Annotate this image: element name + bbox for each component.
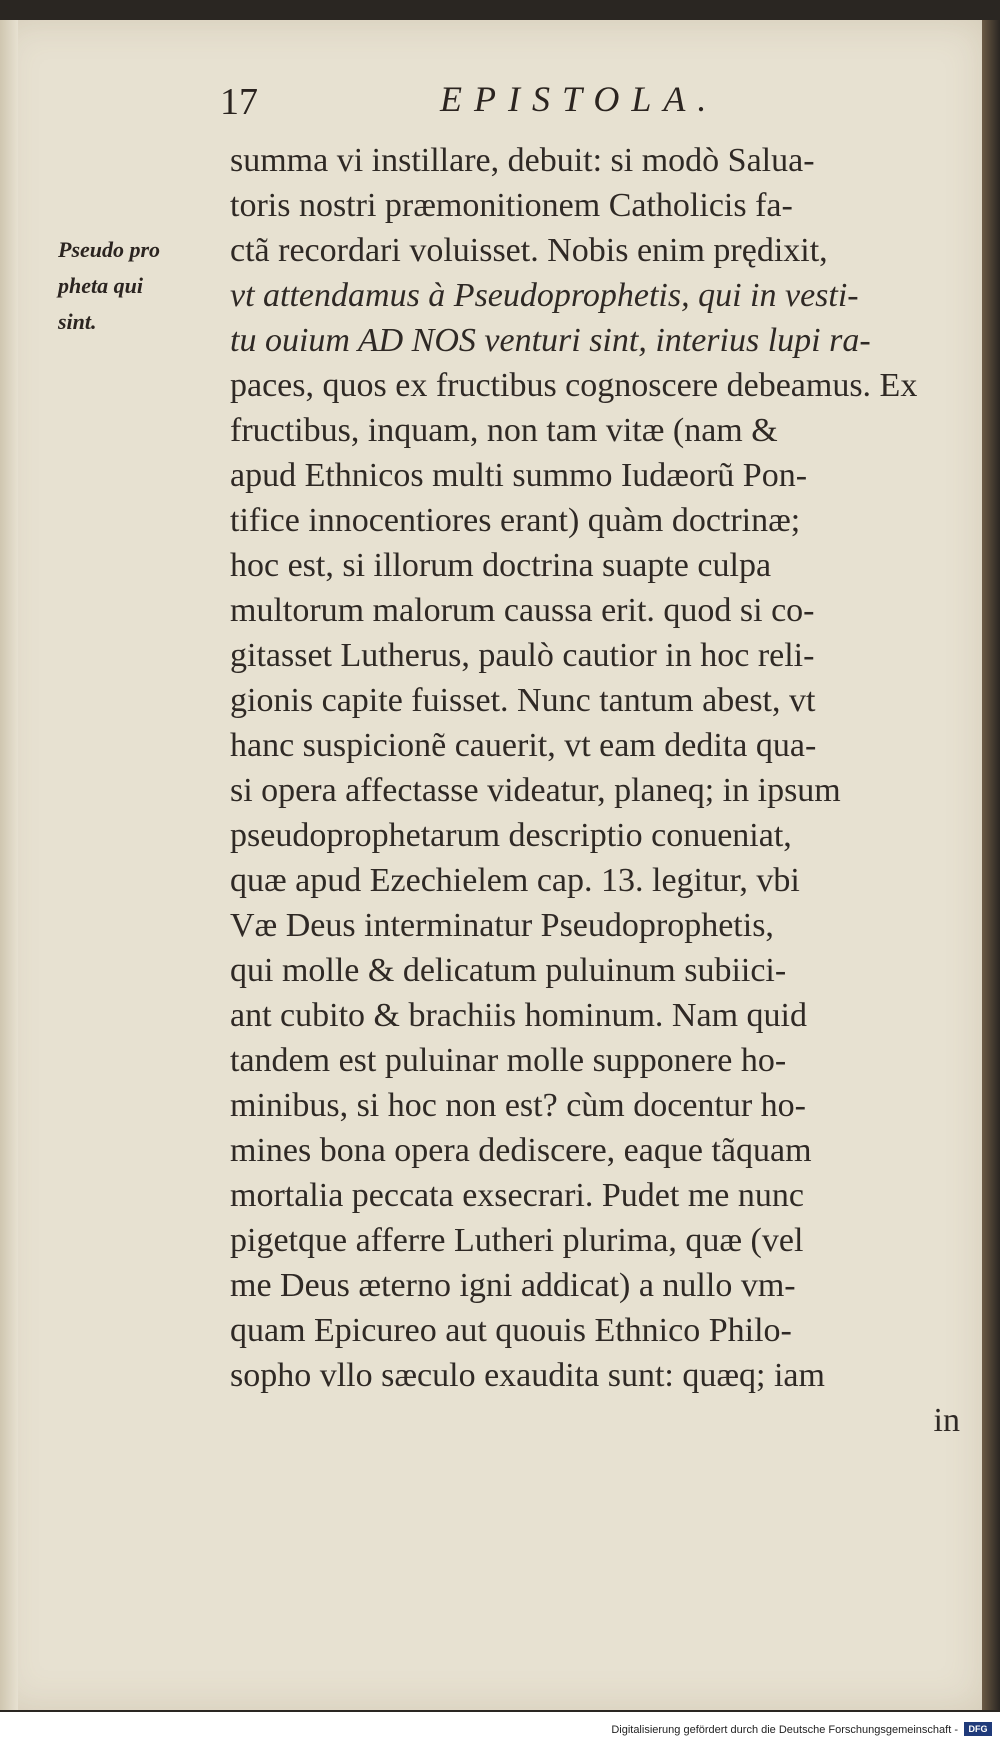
text-line: gionis capite fuisset. Nunc tantum abest, vt xyxy=(230,682,816,719)
page-gutter xyxy=(0,20,18,1710)
text-line: tandem est puluinar molle supponere ho- xyxy=(230,1042,787,1079)
text-line: qui molle & delicatum puluinum subiici- xyxy=(230,952,787,989)
text-line: tu ouium AD NOS venturi sint, interius lupi ra- xyxy=(230,322,871,359)
marginal-note xyxy=(58,232,218,340)
text-line: me Deus æterno igni addicat) a nullo vm- xyxy=(230,1267,796,1304)
text-line: mortalia peccata exsecrari. Pudet me nunc xyxy=(230,1177,804,1214)
text-line: multorum malorum caussa erit. quod si co- xyxy=(230,592,815,629)
text-line: apud Ethnicos multi summo Iudæorũ Pon- xyxy=(230,457,808,494)
footer-credit: Digitalisierung gefördert durch die Deutsche Forschungsgemeinschaft - xyxy=(611,1724,958,1736)
marginal-note-line: sint. xyxy=(58,309,97,334)
page-edge-shadow xyxy=(982,20,1000,1710)
running-head: EPISTOLA. xyxy=(440,79,719,119)
text-line: minibus, si hoc non est? cùm docentur ho- xyxy=(230,1087,807,1124)
text-line: vt attendamus à Pseudoprophetis, qui in vesti- xyxy=(230,277,859,314)
text-line: paces, quos ex fructibus cognoscere debeamus. Ex xyxy=(230,367,918,404)
digitization-footer xyxy=(0,1712,1000,1748)
text-line: ant cubito & brachiis hominum. Nam quid xyxy=(230,997,807,1034)
text-line: si opera affectasse videatur, planeq; in ipsum xyxy=(230,772,841,809)
text-line: quæ apud Ezechielem cap. 13. legitur, vbi xyxy=(230,862,800,899)
dfg-logo: DFG xyxy=(964,1722,992,1736)
text-line: mines bona opera dediscere, eaque tãquam xyxy=(230,1132,812,1169)
text-line: summa vi instillare, debuit: si modò Salua- xyxy=(230,142,815,179)
text-line: hanc suspicionẽ cauerit, vt eam dedita qua- xyxy=(230,727,817,764)
text-line: gitasset Lutherus, paulò cautior in hoc reli- xyxy=(230,637,815,674)
page-number: 17 xyxy=(220,81,258,123)
text-line: tifice innocentiores erant) quàm doctrinæ; xyxy=(230,502,801,539)
marginal-note-line: Pseudo pro xyxy=(58,237,161,262)
marginal-note-line: pheta qui xyxy=(58,273,143,298)
text-line: pseudoprophetarum descriptio conueniat, xyxy=(230,817,792,854)
text-line: quam Epicureo aut quouis Ethnico Philo- xyxy=(230,1312,792,1349)
text-line: pigetque afferre Lutheri plurima, quæ (vel xyxy=(230,1222,804,1259)
text-line: fructibus, inquam, non tam vitæ (nam & xyxy=(230,412,778,449)
text-line: ctã recordari voluisset. Nobis enim prędixit, xyxy=(230,232,828,269)
text-line: toris nostri præmonitionem Catholicis fa- xyxy=(230,187,793,224)
text-line: hoc est, si illorum doctrina suapte culpa xyxy=(230,547,772,584)
text-line: Væ Deus interminatur Pseudoprophetis, xyxy=(230,907,774,944)
body-text xyxy=(230,138,960,1443)
text-line: sopho vllo sæculo exaudita sunt: quæq; iam xyxy=(230,1357,825,1394)
catchword: in xyxy=(933,1402,960,1439)
